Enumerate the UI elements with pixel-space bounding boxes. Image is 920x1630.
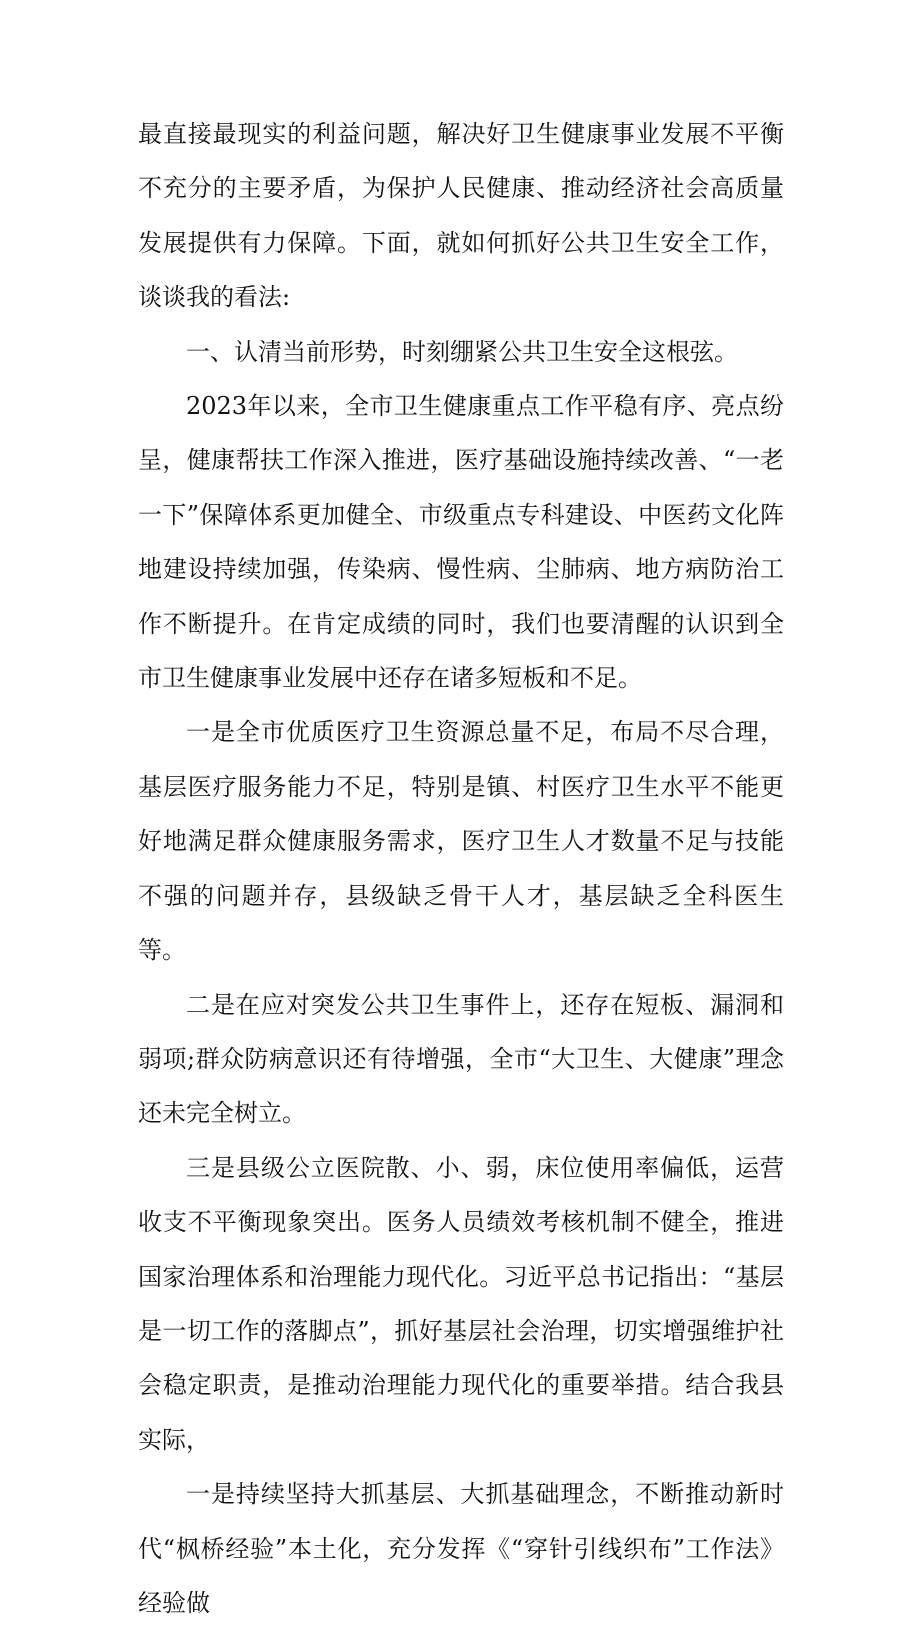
- paragraph-point-two: 二是在应对突发公共卫生事件上，还存在短板、漏洞和弱项;群众防病意识还有待增强，全市“大卫生、大健康”理念还未完全树立。: [138, 990, 784, 1128]
- section-heading: 一、认清当前形势，时刻绷紧公共卫生安全这根弦。: [186, 337, 738, 366]
- paragraph-point-one: 一是全市优质医疗卫生资源总量不足，布局不尽合理，基层医疗服务能力不足，特别是镇、村医疗卫生水平不能更好地满足群众健康服务需求，医疗卫生人才数量不足与技能不强的问题并存，县级缺乏骨干人才，基层缺乏全科医生等。: [138, 718, 784, 965]
- document-body: [138, 107, 784, 1630]
- paragraph-situation: 2023年以来，全市卫生健康重点工作平稳有序、亮点纷呈，健康帮扶工作深入推进，医疗基础设施持续改善、“一老一下”保障体系更加健全、市级重点专科建设、中医药文化阵地建设持续加强，传染病、慢性病、尘肺病、地方病防治工作不断提升。在肯定成绩的同时，我们也要清醒的认识到全市卫生健康事业发展中还存在诸多短板和不足。: [138, 392, 784, 693]
- paragraph-measure-one: 一是持续坚持大抓基层、大抓基础理念，不断推动新时代“枫桥经验”本土化，充分发挥《“穿针引线织布”工作法》经验做: [138, 1480, 784, 1617]
- paragraph-intro-continuation: 最直接最现实的利益问题，解决好卫生健康事业发展不平衡不充分的主要矛盾，为保护人民健康、推动经济社会高质量发展提供有力保障。下面，就如何抓好公共卫生安全工作，谈谈我的看法:: [138, 120, 784, 312]
- paragraph-point-three: 三是县级公立医院散、小、弱，床位使用率偏低，运营收支不平衡现象突出。医务人员绩效考核机制不健全，推进国家治理体系和治理能力现代化。习近平总书记指出：“基层是一切工作的落脚点”，抓好基层社会治理，切实增强维护社会稳定职责，是推动治理能力现代化的重要举措。结合我县实际，: [138, 1153, 784, 1454]
